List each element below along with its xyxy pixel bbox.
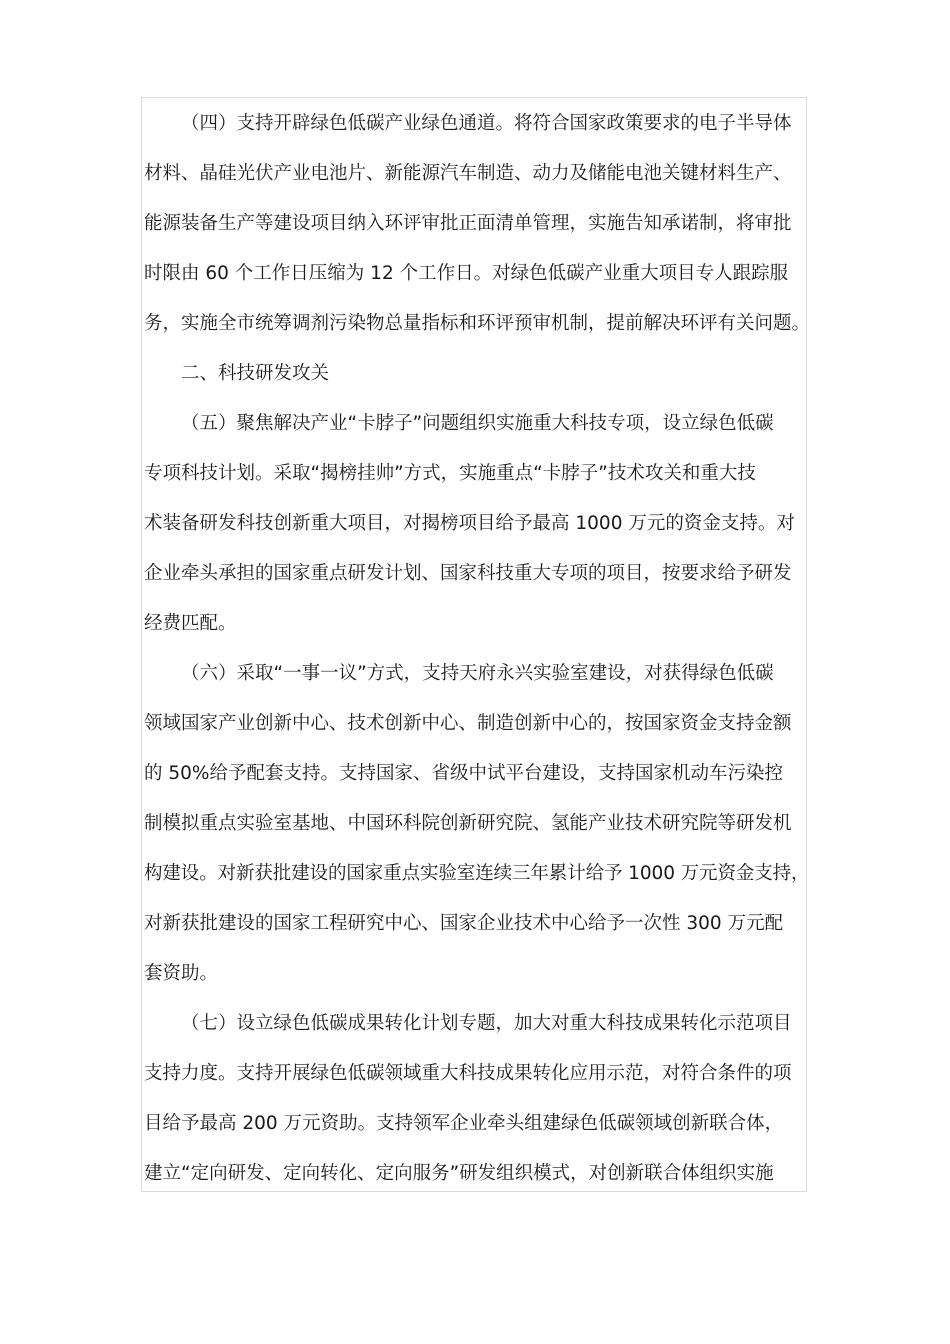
text-line: 领域国家产业创新中心、技术创新中心、制造创新中心的，按国家资金支持金额 <box>144 713 792 734</box>
text-line: 务，实施全市统筹调剂污染物总量指标和环评预审机制，提前解决环评有关问题。 <box>144 313 811 334</box>
text-line: （七）设立绿色低碳成果转化计划专题，加大对重大科技成果转化示范项目 <box>181 1013 792 1034</box>
text-line: （四）支持开辟绿色低碳产业绿色通道。将符合国家政策要求的电子半导体 <box>181 113 792 134</box>
text-line: 套资助。 <box>144 963 219 984</box>
text-line: 能源装备生产等建设项目纳入环评审批正面清单管理，实施告知承诺制，将审批 <box>144 213 792 234</box>
text-line: 术装备研发科技创新重大项目，对揭榜项目给予最高 1000 万元的资金支持。对 <box>144 513 795 534</box>
text-line: 支持力度。支持开展绿色低碳领域重大科技成果转化应用示范，对符合条件的项 <box>144 1063 792 1084</box>
text-line: 对新获批建设的国家工程研究中心、国家企业技术中心给予一次性 300 万元配 <box>144 913 784 934</box>
text-line: 专项科技计划。采取“揭榜挂帅”方式，实施重点“卡脖子”技术攻关和重大技 <box>144 463 756 484</box>
text-line: 构建设。对新获批建设的国家重点实验室连续三年累计给予 1000 万元资金支持， <box>144 863 810 884</box>
text-line: 经费匹配。 <box>144 613 237 634</box>
text-line: 制模拟重点实验室基地、中国环科院创新研究院、氢能产业技术研究院等研发机 <box>144 813 792 834</box>
section-heading: 二、科技研发攻关 <box>181 363 330 384</box>
text-line: （五）聚焦解决产业“卡脖子”问题组织实施重大科技专项，设立绿色低碳 <box>181 413 774 434</box>
text-line: 企业牵头承担的国家重点研发计划、国家科技重大专项的项目，按要求给予研发 <box>144 563 792 584</box>
text-line: 的 50%给予配套支持。支持国家、省级中试平台建设，支持国家机动车污染控 <box>144 763 784 784</box>
text-line: （六）采取“一事一议”方式，支持天府永兴实验室建设，对获得绿色低碳 <box>181 663 774 684</box>
text-line: 建立“定向研发、定向转化、定向服务”研发组织模式，对创新联合体组织实施 <box>144 1163 774 1184</box>
text-line: 材料、晶硅光伏产业电池片、新能源汽车制造、动力及储能电池关键材料生产、 <box>144 163 792 184</box>
text-line: 时限由 60 个工作日压缩为 12 个工作日。对绿色低碳产业重大项目专人跟踪服 <box>144 263 789 284</box>
document-body <box>144 99 810 1199</box>
text-line: 目给予最高 200 万元资助。支持领军企业牵头组建绿色低碳领域创新联合体， <box>144 1113 784 1134</box>
